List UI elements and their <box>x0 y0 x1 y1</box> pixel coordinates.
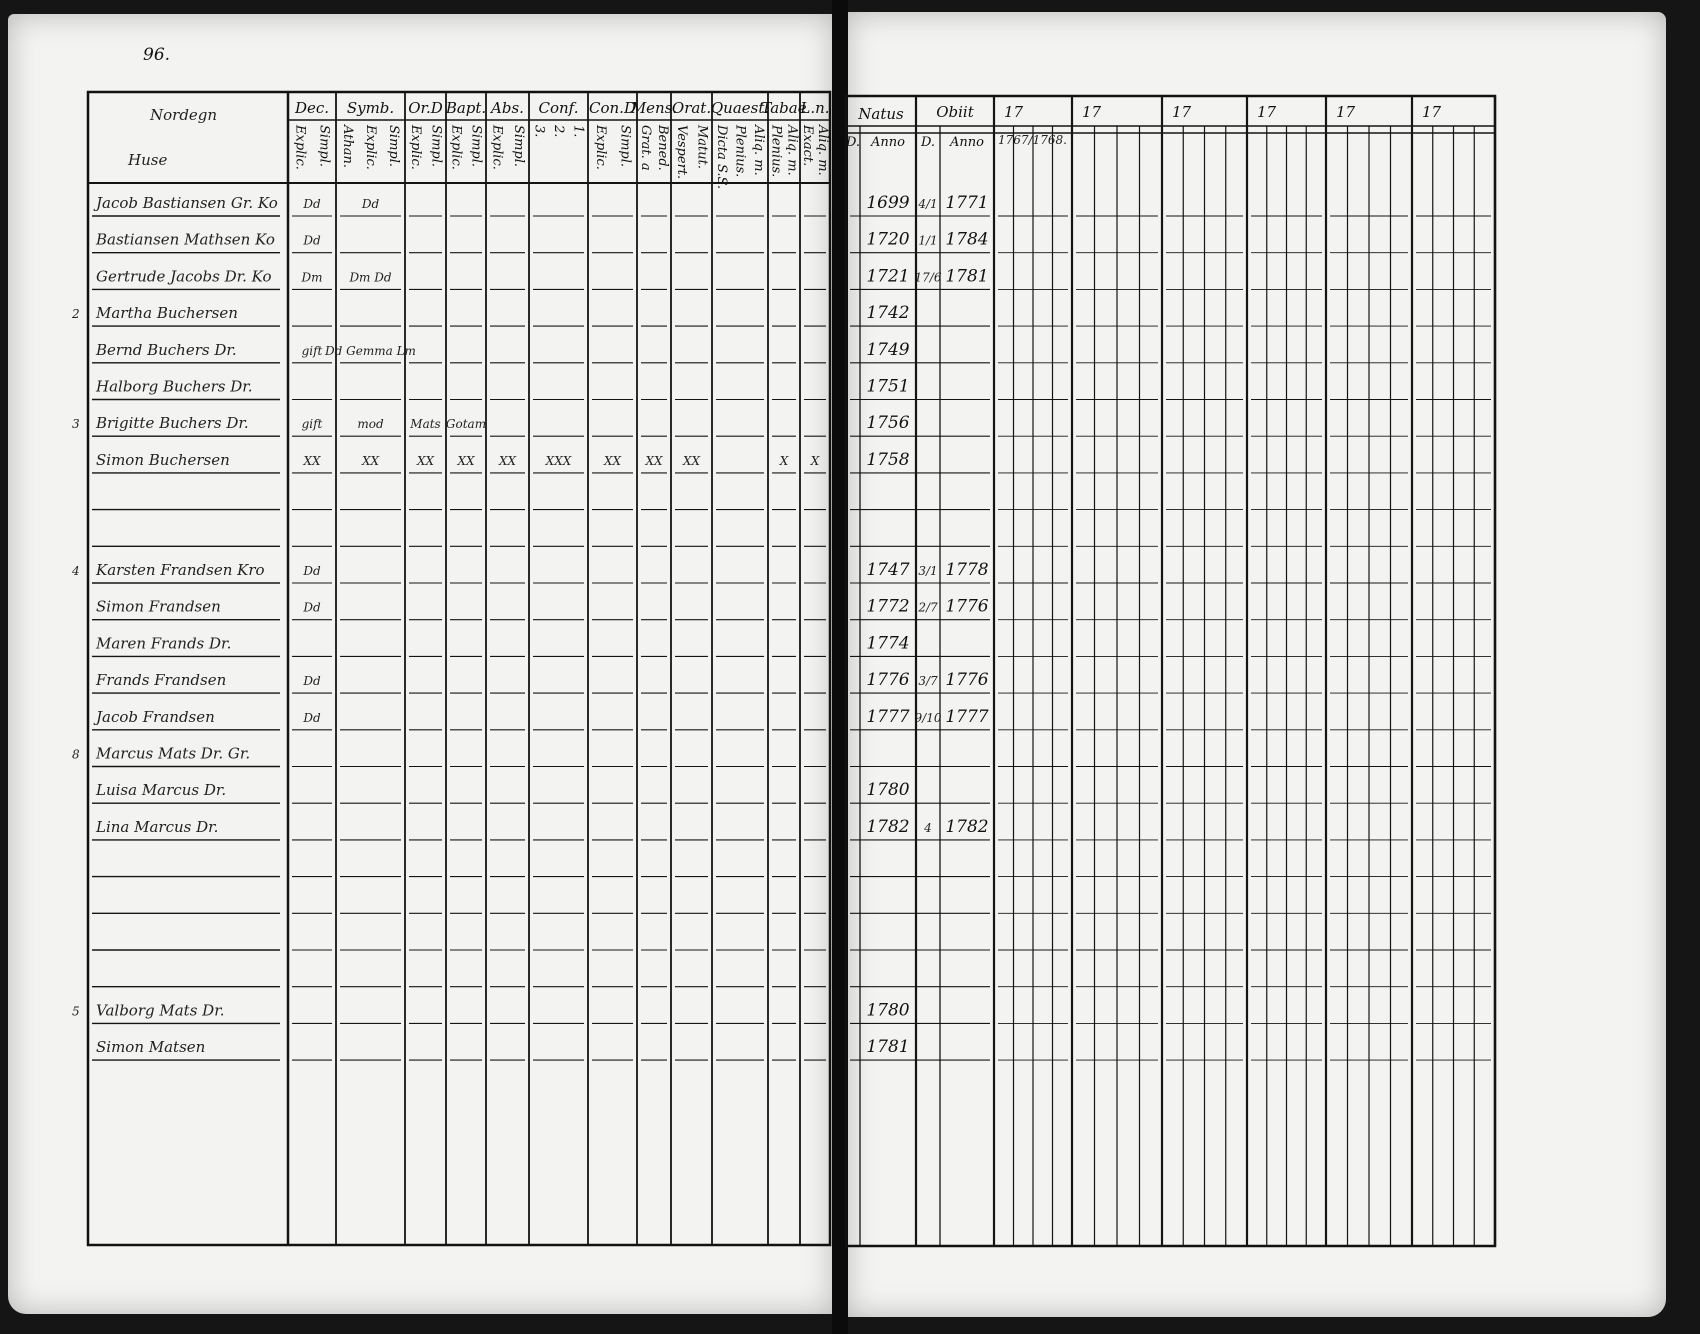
natus-year: 1782 <box>866 816 910 837</box>
row-margin-number: 8 <box>72 747 80 762</box>
column-header-sub: Simpl. <box>468 125 484 168</box>
column-header-top: Conf. <box>538 99 579 117</box>
row-name: Simon Frandsen <box>96 597 221 616</box>
left-title-line-2: Huse <box>128 151 168 169</box>
obiit-day: 4/1 <box>918 197 938 211</box>
row-mark: XX <box>603 453 622 468</box>
natus-header: Natus <box>858 105 904 123</box>
natus-year: 1747 <box>866 560 910 580</box>
row-mark: Dd <box>303 674 321 689</box>
row-mark: Gotam <box>445 417 487 432</box>
row-mark: mod <box>357 417 384 432</box>
natus-year: 1749 <box>866 339 910 360</box>
natus-year: 1751 <box>866 376 910 397</box>
year-column-header: 17 <box>1257 103 1277 121</box>
obiit-day: 3/7 <box>918 674 938 689</box>
column-header-sub: Explic. <box>363 125 378 170</box>
row-mark: XX <box>682 453 701 468</box>
column-header-sub: Athan. <box>340 125 355 169</box>
column-header-sub: 1. <box>570 125 586 138</box>
natus-year: 1781 <box>866 1037 910 1058</box>
row-name: Brigitte Buchers Dr. <box>96 414 249 433</box>
year-column-header: 17 <box>1336 103 1356 121</box>
row-mark: gift <box>301 417 323 432</box>
column-header-sub: 2. <box>551 125 566 138</box>
obiit-day-label: D. <box>920 135 936 150</box>
right-table-frame <box>846 96 1495 1246</box>
column-header-sub: Plenius. <box>732 125 748 178</box>
column-header-sub: Vespert. <box>673 125 689 180</box>
column-header-sub: Simpl. <box>510 125 526 168</box>
row-mark: Dd <box>303 564 321 578</box>
row-name: Frands Frandsen <box>96 671 227 690</box>
natus-year: 1720 <box>866 229 910 250</box>
column-header-top: L.n. <box>800 99 830 117</box>
page-number: 96. <box>143 45 171 65</box>
column-header-sub: Simpl. <box>617 125 633 168</box>
column-header-sub: 3. <box>531 125 547 138</box>
row-mark: XX <box>303 453 321 468</box>
row-name: Jacob Frandsen <box>96 707 215 726</box>
obiit-year: 1771 <box>945 193 989 213</box>
column-header-sub: Aliq. m. <box>784 125 800 176</box>
row-mark: XX <box>457 453 475 468</box>
row-name: Halborg Buchers Dr. <box>96 377 253 396</box>
row-name: Luisa Marcus Dr. <box>96 781 227 800</box>
natus-day-label: D. <box>845 135 861 150</box>
obiit-day: 17/6 <box>914 270 942 285</box>
column-header-sub: Simpl. <box>316 125 332 168</box>
column-header-sub: Explic. <box>292 125 308 170</box>
row-name: Marcus Mats Dr. Gr. <box>96 744 251 763</box>
column-header-top: Quaest. <box>710 99 770 117</box>
row-mark: Dm <box>301 270 323 285</box>
row-mark: Dd Gemma Lm <box>325 343 416 358</box>
year-column-header: 17 <box>1422 103 1442 121</box>
obiit-year: 1782 <box>945 816 989 837</box>
column-header-top: Dec. <box>294 99 330 117</box>
first-year-entry: 1767/1768. <box>998 133 1067 147</box>
natus-year: 1774 <box>866 633 910 654</box>
row-name: Bernd Buchers Dr. <box>96 340 237 359</box>
row-mark: Dd <box>303 233 321 248</box>
row-name: Jacob Bastiansen Gr. Ko <box>96 194 278 212</box>
column-header-top: Abs. <box>491 99 524 117</box>
row-mark: XXX <box>545 453 572 468</box>
obiit-year: 1784 <box>945 229 989 250</box>
year-column-header: 17 <box>1004 103 1024 121</box>
column-header-top: Bapt. <box>445 99 487 117</box>
natus-year: 1756 <box>866 413 910 434</box>
column-header-sub: Simpl. <box>428 125 444 168</box>
natus-year: 1742 <box>866 303 910 324</box>
natus-year: 1772 <box>866 596 910 617</box>
column-header-sub: Dicta S.S. <box>713 125 729 190</box>
obiit-header: Obiit <box>936 103 974 121</box>
column-header-sub: Explic. <box>489 125 505 170</box>
row-mark: X <box>810 453 820 468</box>
row-margin-number: 3 <box>72 417 80 432</box>
natus-year: 1758 <box>866 449 910 470</box>
row-mark: XX <box>361 453 380 468</box>
obiit-day: 9/10 <box>914 710 942 725</box>
column-header-sub: Explic. <box>407 125 423 170</box>
obiit-year-label: Anno <box>950 135 984 150</box>
obiit-day: 1/1 <box>918 233 938 248</box>
row-margin-number: 4 <box>72 564 80 578</box>
year-column-header: 17 <box>1082 103 1102 121</box>
column-header-sub: Explic. <box>448 125 464 170</box>
row-name: Gertrude Jacobs Dr. Ko <box>96 267 272 286</box>
left-title-line-1: Nordegn <box>150 106 218 124</box>
row-mark: Dd <box>303 710 321 725</box>
natus-year-label: Anno <box>871 135 905 150</box>
column-header-sub: Aliq. m. <box>815 125 830 176</box>
column-header-top: Con.D <box>589 99 636 117</box>
column-header-top: Or.D <box>408 99 443 117</box>
column-header-top: Tabae <box>761 99 807 117</box>
natus-year: 1721 <box>866 266 910 287</box>
row-name: Maren Frands Dr. <box>96 634 232 653</box>
column-header-sub: Aliq. m. <box>751 125 767 176</box>
obiit-year: 1781 <box>945 266 989 287</box>
column-header-sub: Grat. a <box>638 125 653 171</box>
row-mark: XX <box>416 453 435 468</box>
obiit-year: 1777 <box>945 706 989 727</box>
obiit-year: 1776 <box>945 670 989 691</box>
column-header-top: Mens. <box>630 99 678 117</box>
row-name: Valborg Mats Dr. <box>96 1001 225 1020</box>
column-header-sub: Explic. <box>592 125 608 170</box>
natus-year: 1777 <box>866 706 910 727</box>
obiit-day: 2/7 <box>918 600 938 615</box>
row-name: Lina Marcus Dr. <box>96 817 219 836</box>
row-name: Karsten Frandsen Kro <box>96 561 265 579</box>
row-mark: Mats <box>410 417 441 432</box>
column-header-top: Symb. <box>346 99 395 117</box>
row-name: Martha Buchersen <box>96 304 238 323</box>
row-name: Simon Buchersen <box>96 450 230 469</box>
row-mark: Dm Dd <box>349 270 392 285</box>
left-table-frame <box>88 92 830 1245</box>
row-mark: Dd <box>303 197 321 211</box>
column-header-sub: Bened. <box>655 125 670 171</box>
natus-year: 1780 <box>866 1000 910 1021</box>
row-name: Simon Matsen <box>96 1038 206 1057</box>
row-margin-number: 5 <box>72 1004 80 1019</box>
natus-year: 1776 <box>866 670 910 691</box>
obiit-day: 4 <box>924 820 932 835</box>
obiit-day: 3/1 <box>918 564 938 578</box>
row-mark: Dd <box>303 600 321 615</box>
row-margin-number: 2 <box>72 307 80 322</box>
year-column-header: 17 <box>1172 103 1192 121</box>
row-mark: XX <box>645 453 663 468</box>
row-mark: Dd <box>361 197 380 211</box>
row-mark: XX <box>498 453 517 468</box>
column-header-top: Orat. <box>671 99 712 117</box>
obiit-year: 1776 <box>945 596 989 617</box>
column-header-sub: Exact. <box>800 125 815 167</box>
natus-year: 1699 <box>866 193 910 213</box>
column-header-sub: Simpl. <box>386 125 401 168</box>
obiit-year: 1778 <box>945 560 989 580</box>
natus-year: 1780 <box>866 780 910 801</box>
column-header-sub: Plenius. <box>768 125 784 178</box>
row-mark: gift <box>301 343 323 358</box>
column-header-sub: Matut. <box>694 125 710 170</box>
row-mark: X <box>779 453 789 468</box>
row-name: Bastiansen Mathsen Ko <box>96 230 275 249</box>
